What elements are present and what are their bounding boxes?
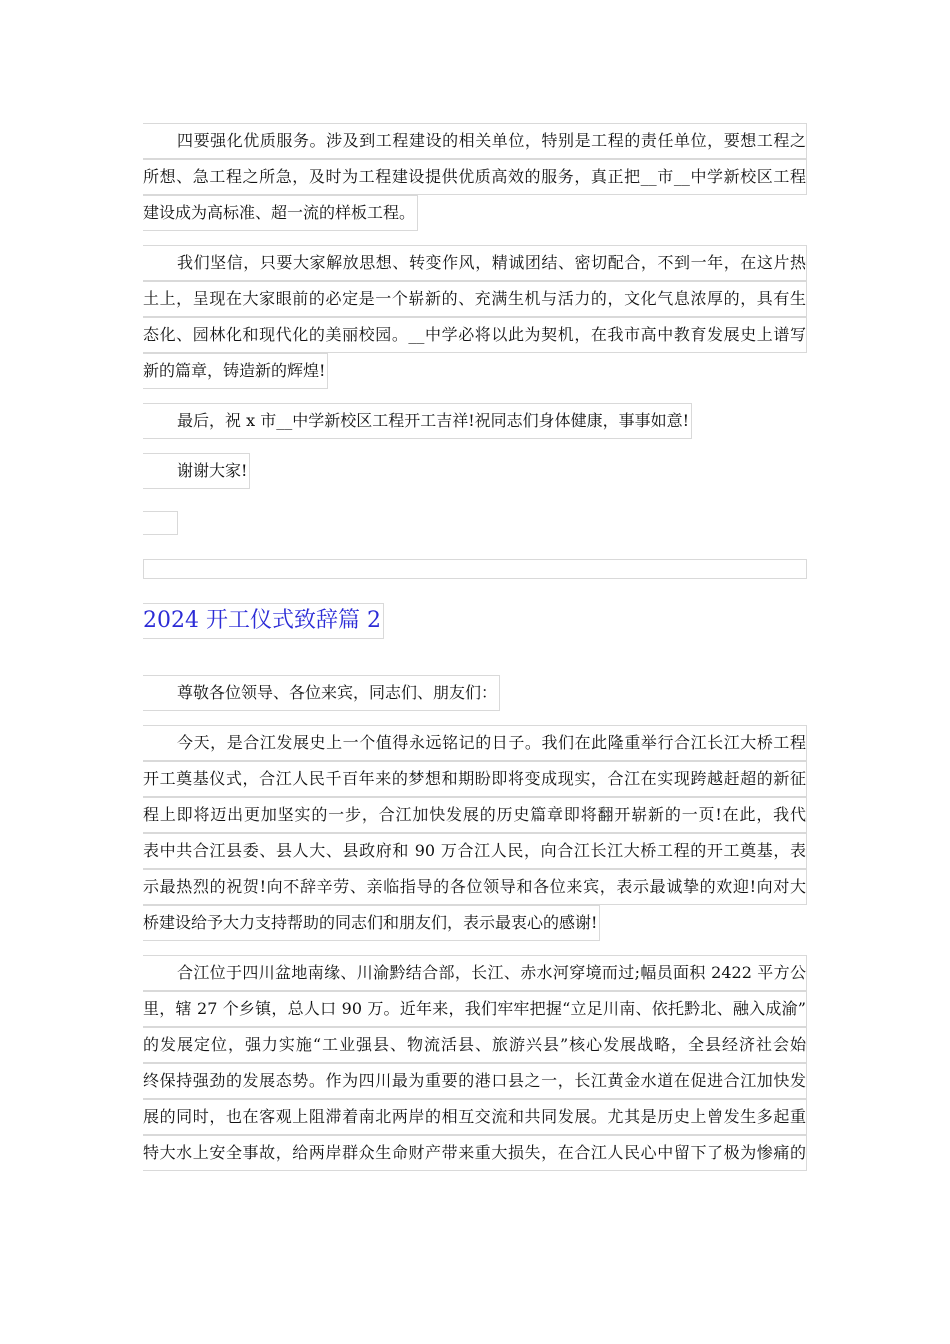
paragraph-hejiang	[143, 955, 807, 1171]
text-line: 今天，是合江发展史上一个值得永远铭记的日子。我们在此隆重举行合江长江大桥工程	[143, 725, 807, 761]
text-line: 我们坚信，只要大家解放思想、转变作风，精诚团结、密切配合，不到一年，在这片热	[143, 245, 807, 281]
text-line: 态化、园林化和现代化的美丽校园。__中学必将以此为契机，在我市高中教育发展史上谱写	[143, 317, 807, 353]
paragraph-belief	[143, 245, 807, 389]
paragraph-ceremony	[143, 725, 807, 941]
section-heading: 2024 开工仪式致辞篇 2	[143, 603, 384, 639]
paragraph-wishes	[143, 403, 807, 439]
text-line: 合江位于四川盆地南缘、川渝黔结合部，长江、赤水河穿境而过;幅员面积 2422 平方公	[143, 955, 807, 991]
text-line: 新的篇章，铸造新的辉煌!	[143, 353, 328, 389]
text-line: 的发展定位，强力实施“工业强县、物流活县、旅游兴县”核心发展战略，全县经济社会始	[143, 1027, 807, 1063]
text-line: 建设成为高标准、超一流的样板工程。	[143, 195, 418, 231]
text-line: 特大水上安全事故，给两岸群众生命财产带来重大损失，在合江人民心中留下了极为惨痛的	[143, 1135, 807, 1171]
document-content	[143, 123, 807, 1171]
text-line: 所想、急工程之所急，及时为工程建设提供优质高效的服务，真正把__市__中学新校区工程	[143, 159, 807, 195]
text-line: 桥建设给予大力支持帮助的同志们和朋友们，表示最衷心的感谢!	[143, 905, 600, 941]
text-line: 程上即将迈出更加坚实的一步，合江加快发展的历史篇章即将翻开崭新的一页!在此，我代	[143, 797, 807, 833]
text-line: 谢谢大家!	[143, 453, 250, 489]
text-line: 土上，呈现在大家眼前的必定是一个崭新的、充满生机与活力的，文化气息浓厚的，具有生	[143, 281, 807, 317]
section-break	[143, 559, 807, 579]
text-line: 里，辖 27 个乡镇，总人口 90 万。近年来，我们牢牢把握“立足川南、依托黔北、融入成渝”	[143, 991, 807, 1027]
text-line: 终保持强劲的发展态势。作为四川最为重要的港口县之一，长江黄金水道在促进合江加快发	[143, 1063, 807, 1099]
text-line: 最后，祝 x 市__中学新校区工程开工吉祥!祝同志们身体健康，事事如意!	[143, 403, 692, 439]
text-line: 四要强化优质服务。涉及到工程建设的相关单位，特别是工程的责任单位，要想工程之	[143, 123, 807, 159]
text-line: 尊敬各位领导、各位来宾，同志们、朋友们：	[143, 675, 500, 711]
empty-text-box	[143, 511, 178, 535]
paragraph-thanks	[143, 453, 807, 489]
paragraph-greeting	[143, 675, 807, 711]
text-line: 表中共合江县委、县人大、县政府和 90 万合江人民，向合江长江大桥工程的开工奠基，表	[143, 833, 807, 869]
text-line: 展的同时，也在客观上阻滞着南北两岸的相互交流和共同发展。尤其是历史上曾发生多起重	[143, 1099, 807, 1135]
text-line: 开工奠基仪式，合江人民千百年来的梦想和期盼即将变成现实，合江在实现跨越赶超的新征	[143, 761, 807, 797]
paragraph-service	[143, 123, 807, 231]
text-line: 示最热烈的祝贺!向不辞辛劳、亲临指导的各位领导和各位来宾，表示最诚挚的欢迎!向对大	[143, 869, 807, 905]
